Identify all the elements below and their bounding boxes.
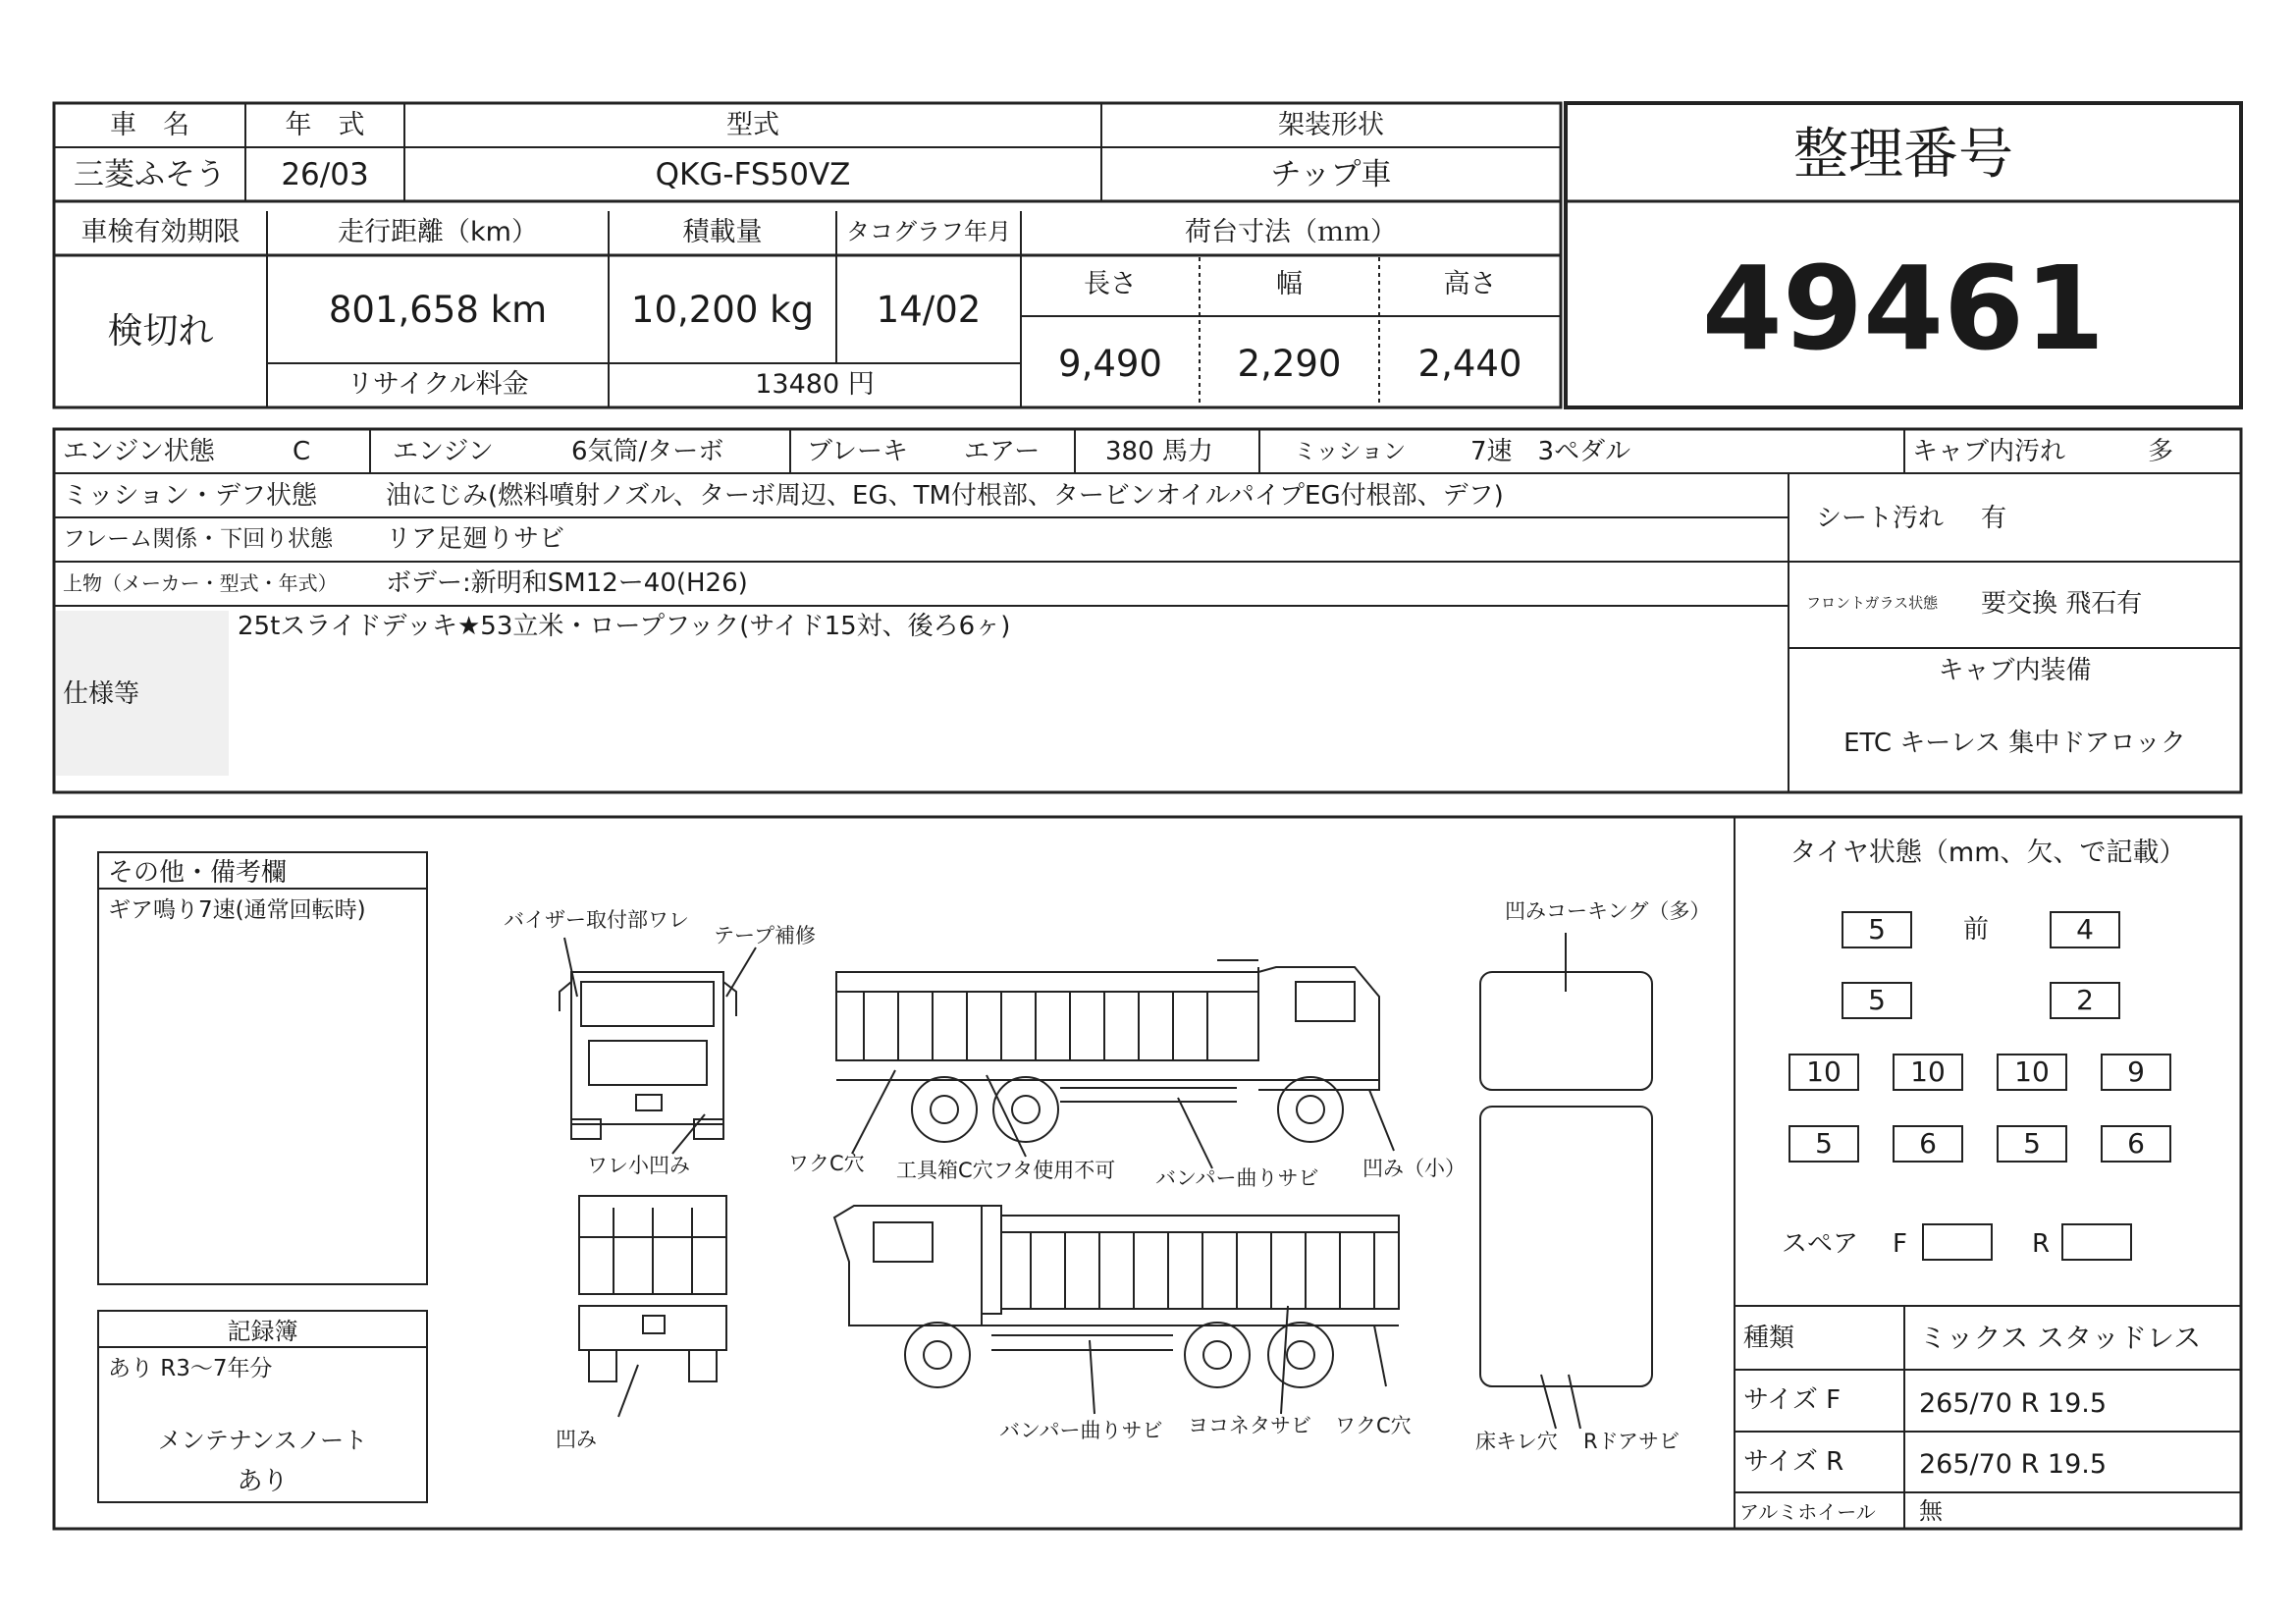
record-label: 記録簿: [227, 1318, 298, 1345]
tire-row4-1: 5: [1789, 1125, 1859, 1163]
spec-value: 25tスライドデッキ★53立米・ロープフック(サイド15対、後ろ6ヶ): [238, 612, 1011, 641]
tire-row2-right: 2: [2050, 982, 2120, 1019]
brake-value: エアー: [964, 437, 1041, 466]
model-label: 型式: [726, 110, 779, 140]
spare-r-label: R: [2032, 1229, 2051, 1259]
frame-label: フレーム関係・下回り状態: [63, 526, 334, 552]
year-label: 年 式: [285, 110, 365, 140]
inspection-label: 車検有効期限: [80, 217, 240, 247]
body-type-label: 架装形状: [1278, 110, 1384, 140]
spare-f-label: F: [1893, 1229, 1907, 1259]
spare-label: スペア: [1782, 1229, 1859, 1259]
tire-front-right: 4: [2050, 911, 2120, 948]
tire-size-f-value: 265/70 R 19.5: [1919, 1388, 2108, 1419]
mileage-label: 走行距離（km）: [338, 217, 538, 247]
recycle-value: 13480 円: [755, 369, 875, 400]
horsepower-value: 380 馬力: [1105, 437, 1213, 466]
width-label: 幅: [1276, 269, 1303, 299]
seat-dirt-label: シート汚れ: [1816, 504, 1945, 533]
note-tape: テープ補修: [714, 924, 816, 947]
engine-label: エンジン: [393, 437, 494, 466]
note-crack-dent: ワレ小凹み: [587, 1154, 690, 1177]
mission-label: ミッション: [1294, 439, 1407, 464]
note-floor: 床キレ穴: [1475, 1430, 1558, 1453]
tacho-label: タコグラフ年月: [846, 218, 1011, 245]
seat-dirt-value: 有: [1981, 504, 2007, 533]
tire-front-left: 5: [1842, 911, 1912, 948]
tire-row3-4: 9: [2101, 1054, 2171, 1091]
spec-label: 仕様等: [63, 679, 140, 709]
other-remarks-label: その他・備考欄: [108, 858, 288, 888]
tire-size-r-label: サイズ R: [1743, 1447, 1844, 1477]
note-dent-caulk: 凹みコーキング（多）: [1505, 899, 1711, 923]
height-value: 2,440: [1417, 343, 1522, 385]
note-visor: バイザー取付部ワレ: [504, 908, 689, 932]
tire-row4-4: 6: [2101, 1125, 2171, 1163]
mission-diff-value: 油にじみ(燃料噴射ノズル、ターボ周辺、EG、TM付根部、タービンオイルパイプEG付根部、デフ): [386, 481, 1504, 511]
tire-row4-2: 6: [1893, 1125, 1963, 1163]
note-bumper-1: バンパー曲りサビ: [1155, 1166, 1319, 1190]
tire-row3-3: 10: [1997, 1054, 2067, 1091]
spare-f-box: [1922, 1223, 1993, 1261]
tire-size-f-label: サイズ F: [1743, 1385, 1842, 1415]
engine-state-label: エンジン状態: [63, 437, 215, 466]
car-name-label: 車 名: [110, 110, 189, 140]
mission-value: 7速 3ペダル: [1470, 437, 1631, 466]
recycle-label: リサイクル料金: [347, 369, 529, 400]
record-value: あり R3〜7年分: [108, 1356, 273, 1381]
engine-state-value: C: [293, 437, 311, 466]
windshield-value: 要交換 飛石有: [1981, 589, 2143, 619]
ref-label: 整理番号: [1793, 123, 2013, 187]
width-value: 2,290: [1237, 343, 1342, 385]
tire-front-label: 前: [1963, 915, 1990, 945]
body-type-value: チップ車: [1270, 157, 1392, 192]
engine-value: 6気筒/ターボ: [571, 437, 724, 466]
tacho-value: 14/02: [876, 289, 982, 331]
tire-type-value: ミックス スタッドレス: [1919, 1322, 2202, 1354]
car-name: 三菱ふそう: [74, 157, 226, 192]
mileage-value: 801,658 km: [328, 289, 548, 331]
note-wakuc-1: ワクC穴: [788, 1152, 865, 1175]
height-label: 高さ: [1443, 269, 1497, 299]
cab-dirt-value: 多: [2148, 437, 2174, 466]
tire-type-label: 種類: [1743, 1324, 1795, 1353]
spare-r-box: [2061, 1223, 2132, 1261]
tire-title: タイヤ状態（mm、欠、で記載）: [1789, 838, 2186, 868]
year-value: 26/03: [281, 157, 369, 192]
tire-row3-1: 10: [1789, 1054, 1859, 1091]
alu-wheel-value: 無: [1919, 1497, 1943, 1525]
note-yokoneta: ヨコネタサビ: [1188, 1414, 1311, 1437]
alu-wheel-label: アルミホイール: [1739, 1500, 1876, 1524]
tire-row4-3: 5: [1997, 1125, 2067, 1163]
body-label: 上物（メーカー・型式・年式）: [63, 571, 338, 595]
note-toolbox: 工具箱C穴フタ使用不可: [896, 1159, 1116, 1182]
maintenance-value: あり: [237, 1467, 289, 1496]
tire-row3-2: 10: [1893, 1054, 1963, 1091]
note-rdoor: Rドアサビ: [1583, 1430, 1680, 1453]
tire-size-r-value: 265/70 R 19.5: [1919, 1449, 2108, 1480]
tire-row2-left: 5: [1842, 982, 1912, 1019]
frame-value: リア足廻りサビ: [386, 524, 565, 554]
note-dent-small: 凹み（小）: [1362, 1157, 1466, 1180]
windshield-label: フロントガラス状態: [1806, 594, 1939, 612]
maintenance-label: メンテナンスノート: [157, 1427, 368, 1454]
model-value: QKG-FS50VZ: [655, 157, 851, 192]
capacity-label: 積載量: [682, 217, 763, 247]
capacity-value: 10,200 kg: [630, 289, 815, 331]
inspection-value: 検切れ: [107, 311, 214, 352]
length-value: 9,490: [1058, 343, 1162, 385]
bed-dimensions-label: 荷台寸法（ｍｍ）: [1185, 217, 1397, 247]
other-remarks-value: ギア鳴り7速(通常回転時): [108, 897, 366, 923]
cab-equip-label: キャブ内装備: [1938, 656, 2092, 685]
length-label: 長さ: [1084, 269, 1137, 299]
note-bumper-2: バンパー曲りサビ: [999, 1419, 1163, 1442]
ref-number: 49461: [1701, 241, 2106, 376]
cab-dirt-label: キャブ内汚れ: [1912, 437, 2066, 466]
brake-label: ブレーキ: [807, 437, 908, 466]
note-wakuc-2: ワクC穴: [1335, 1414, 1412, 1437]
mission-diff-label: ミッション・デフ状態: [63, 481, 317, 511]
note-dent: 凹み: [556, 1428, 597, 1451]
cab-equip-value: ETC キーレス 集中ドアロック: [1843, 729, 2186, 758]
body-value: ボデー:新明和SM12ー40(H26): [386, 568, 748, 598]
